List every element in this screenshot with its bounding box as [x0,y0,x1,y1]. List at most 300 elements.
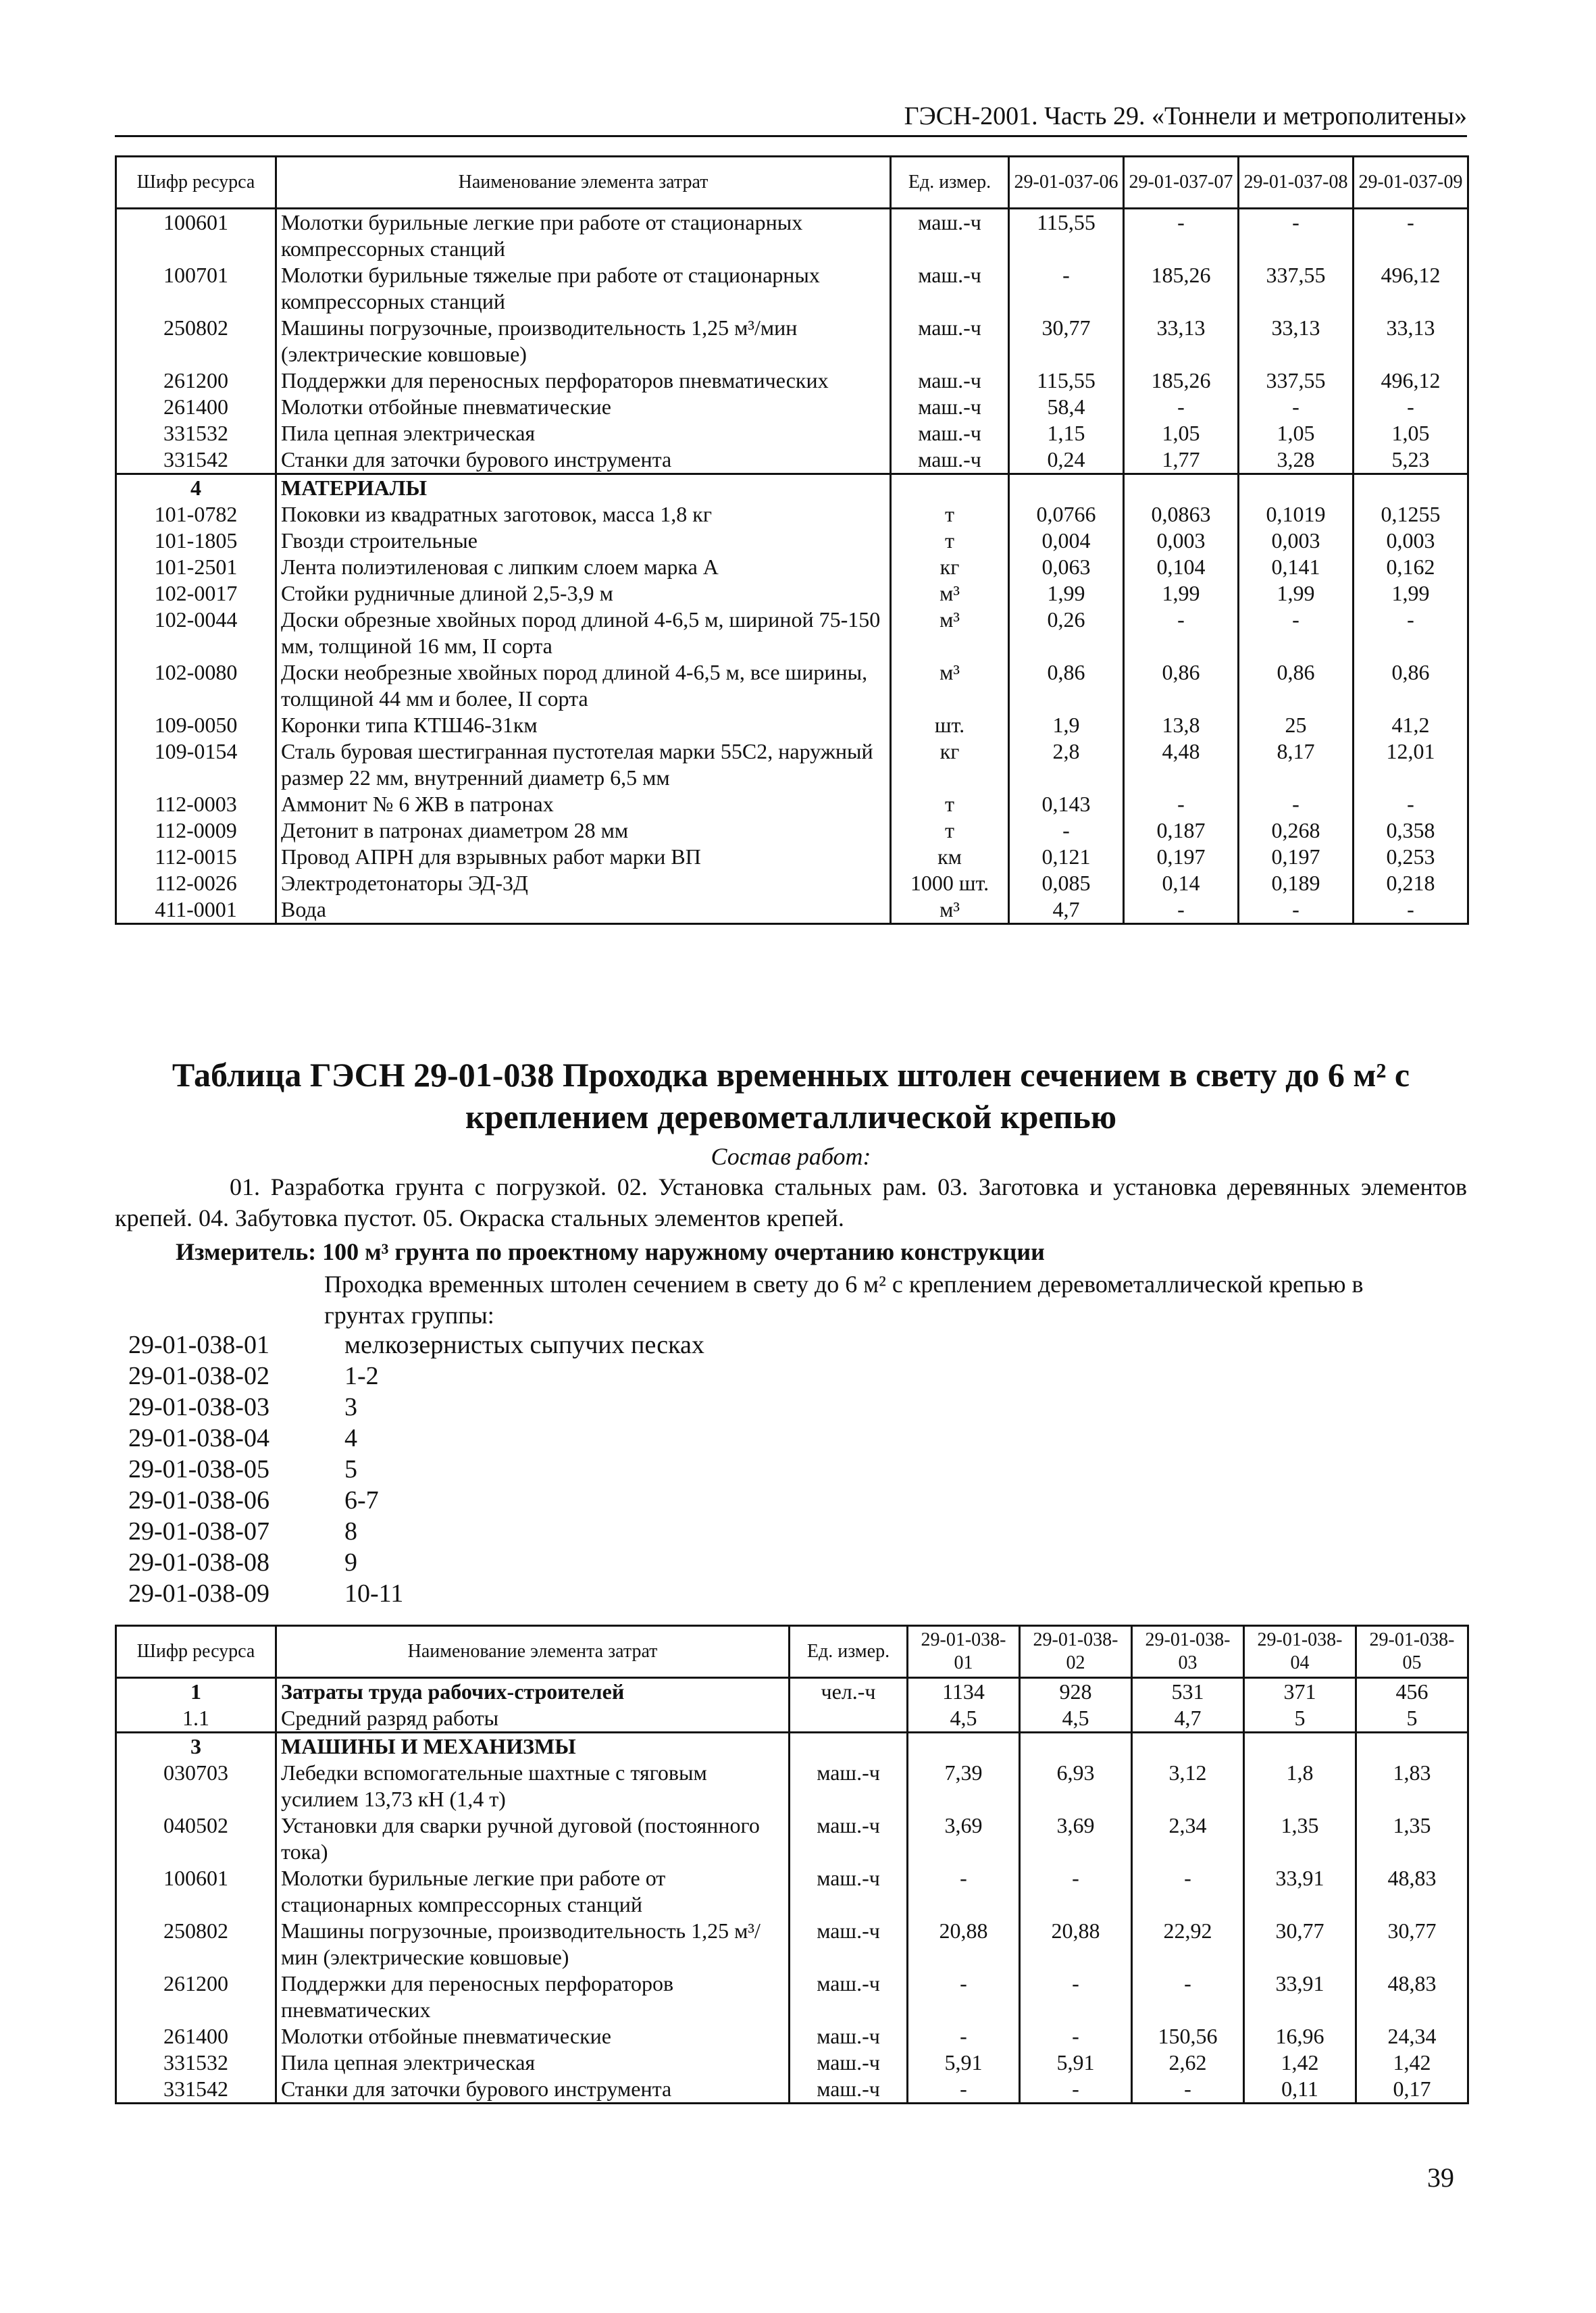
value-cell: 115,55 [1009,367,1124,394]
value-cell [1356,1733,1468,1760]
value-cell: 3,28 [1239,447,1354,474]
table-header-row [116,157,1468,209]
resource-code: 030703 [116,1760,276,1812]
value-cell: 33,13 [1354,315,1468,367]
unit-cell: кг [891,554,1009,580]
unit-cell: м³ [891,607,1009,659]
value-cell: - [1124,394,1239,420]
value-cell [1124,474,1239,502]
resource-code: 250802 [116,315,276,367]
value-cell: 0,253 [1354,844,1468,870]
soil-group-text: 10-11 [344,1579,404,1608]
resource-code: 100601 [116,209,276,263]
value-cell: 0,268 [1239,817,1354,844]
value-cell: 0,1019 [1239,501,1354,528]
cost-element-name: Установки для сварки ручной дуговой (постоянного тока) [276,1812,790,1865]
table-row [116,738,1468,791]
unit-cell: т [891,501,1009,528]
header-cost-element: Наименование элемента затрат [276,157,891,209]
value-cell: 1,77 [1124,447,1239,474]
value-cell: 0,141 [1239,554,1354,580]
table-row [116,659,1468,712]
header-unit: Ед. измер. [891,157,1009,209]
value-cell [908,1733,1020,1760]
value-cell: - [1132,1865,1244,1918]
value-cell: 0,187 [1124,817,1239,844]
resource-code: 261200 [116,1971,276,2023]
value-cell: 30,77 [1009,315,1124,367]
unit-cell: маш.-ч [790,2076,908,2104]
cost-element-name: Затраты труда рабочих-строителей [276,1678,790,1706]
unit-cell [790,1705,908,1733]
value-cell: 3,69 [1020,1812,1132,1865]
unit-cell: м³ [891,580,1009,607]
value-cell: 48,83 [1356,1971,1468,2023]
value-cell: 0,26 [1009,607,1124,659]
value-cell: 2,34 [1132,1812,1244,1865]
value-cell: 0,104 [1124,554,1239,580]
value-cell: 0,003 [1239,528,1354,554]
resource-code: 331532 [116,2050,276,2076]
soil-group-code: 29-01-038-06 [128,1486,269,1515]
resource-code: 261400 [116,394,276,420]
soil-group-item [128,1329,704,1361]
value-cell: 371 [1244,1678,1356,1706]
soil-group-item [128,1392,704,1423]
value-cell: 5,91 [908,2050,1020,2076]
unit-cell: т [891,528,1009,554]
cost-element-name: Молотки бурильные тяжелые при работе от стационарных компрессорных станций [276,262,891,315]
cost-element-name: Лебедки вспомогательные шахтные с тяговым усилием 13,73 кН (1,4 т) [276,1760,790,1812]
value-cell: 337,55 [1239,262,1354,315]
table-row [116,870,1468,896]
value-cell: - [1239,607,1354,659]
works-description: 01. Разработка грунта с погрузкой. 02. Установка стальных рам. 03. Заготовка и установка деревянных элементов крепей. 04. Забутовка пустот. 05. Окраска стальных элементов крепей. [115,1173,1467,1231]
soil-group-code: 29-01-038-08 [128,1548,269,1577]
header-norm-code: 29-01-037-09 [1354,157,1468,209]
value-cell: 4,48 [1124,738,1239,791]
unit-cell: км [891,844,1009,870]
resource-code: 250802 [116,1918,276,1971]
resource-code: 331542 [116,2076,276,2104]
cost-element-name: Доски необрезные хвойных пород длиной 4-6,5 м, все ширины, толщиной 44 мм и более, II сорта [276,659,891,712]
table-row [116,817,1468,844]
table-row [116,1678,1468,1706]
table-row [116,394,1468,420]
soil-group-item [128,1361,704,1392]
cost-element-name: Вода [276,896,891,924]
value-cell: 22,92 [1132,1918,1244,1971]
table-header-row [116,1626,1468,1678]
soil-group-item [128,1423,704,1454]
soil-group-item [128,1547,704,1578]
value-cell: 0,162 [1354,554,1468,580]
unit-cell: маш.-ч [790,2050,908,2076]
value-cell: 48,83 [1356,1865,1468,1918]
value-cell: - [1354,607,1468,659]
value-cell: - [1354,896,1468,924]
value-cell: 1,35 [1356,1812,1468,1865]
value-cell: 33,13 [1124,315,1239,367]
cost-element-name: Сталь буровая шестигранная пустотелая марки 55С2, наружный размер 22 мм, внутренний диаметр 6,5 мм [276,738,891,791]
unit-cell: 1000 шт. [891,870,1009,896]
value-cell: 1,99 [1124,580,1239,607]
value-cell: - [1020,1865,1132,1918]
table-row [116,528,1468,554]
cost-element-name: Средний разряд работы [276,1705,790,1733]
cost-element-name: Молотки бурильные легкие при работе от стационарных компрессорных станций [276,1865,790,1918]
cost-element-name: Стойки рудничные длиной 2,5-3,9 м [276,580,891,607]
value-cell: 1134 [908,1678,1020,1706]
unit-cell: маш.-ч [790,1971,908,2023]
value-cell [1354,474,1468,502]
soil-group-item [128,1578,704,1609]
value-cell [1009,474,1124,502]
value-cell: 0,003 [1354,528,1468,554]
resource-code: 112-0015 [116,844,276,870]
value-cell: 150,56 [1132,2023,1244,2050]
value-cell: - [1239,209,1354,263]
value-cell: 1,99 [1239,580,1354,607]
running-header: ГЭСН-2001. Часть 29. «Тоннели и метрополитены» [115,101,1467,137]
soil-group-text: 9 [344,1548,357,1577]
unit-cell: маш.-ч [790,1760,908,1812]
unit-cell: маш.-ч [891,394,1009,420]
soil-group-code: 29-01-038-07 [128,1517,269,1546]
soil-group-item [128,1454,704,1485]
value-cell: 2,8 [1009,738,1124,791]
value-cell: 33,91 [1244,1971,1356,2023]
value-cell: 33,91 [1244,1865,1356,1918]
value-cell: 0,189 [1239,870,1354,896]
resource-table-037 [115,155,1469,925]
value-cell: 0,358 [1354,817,1468,844]
header-unit: Ед. измер. [790,1626,908,1678]
value-cell: 0,143 [1009,791,1124,817]
resource-code: 101-2501 [116,554,276,580]
value-cell: 16,96 [1244,2023,1356,2050]
value-cell: 0,1255 [1354,501,1468,528]
unit-cell: м³ [891,896,1009,924]
value-cell: - [1132,1971,1244,2023]
table-row [116,367,1468,394]
table-row [116,1971,1468,2023]
cost-element-name: Доски обрезные хвойных пород длиной 4-6,5 м, шириной 75-150 мм, толщиной 16 мм, II сорта [276,607,891,659]
table-row [116,1733,1468,1760]
value-cell: 20,88 [908,1918,1020,1971]
table-row [116,2023,1468,2050]
table-row [116,1865,1468,1918]
value-cell: 496,12 [1354,367,1468,394]
value-cell: 0,0863 [1124,501,1239,528]
table-row [116,209,1468,263]
resource-code: 102-0044 [116,607,276,659]
resource-code: 331542 [116,447,276,474]
value-cell: 30,77 [1244,1918,1356,1971]
value-cell: 1,9 [1009,712,1124,738]
soil-group-text: 3 [344,1393,357,1421]
resource-code: 261400 [116,2023,276,2050]
value-cell: 0,085 [1009,870,1124,896]
value-cell: - [1124,791,1239,817]
page-number: 39 [1427,2162,1454,2193]
soil-group-item [128,1485,704,1516]
unit-cell: т [891,791,1009,817]
resource-code: 411-0001 [116,896,276,924]
value-cell: 115,55 [1009,209,1124,263]
value-cell: 7,39 [908,1760,1020,1812]
unit-cell [891,474,1009,502]
soil-group-item [128,1516,704,1547]
value-cell: 0,121 [1009,844,1124,870]
header-norm-code: 29-01-038-02 [1020,1626,1132,1678]
value-cell: 3,12 [1132,1760,1244,1812]
value-cell: 0,86 [1354,659,1468,712]
value-cell: 5 [1356,1705,1468,1733]
cost-element-name: Молотки отбойные пневматические [276,394,891,420]
unit-cell: т [891,817,1009,844]
soil-group-code: 29-01-038-05 [128,1455,269,1483]
soil-group-text: 5 [344,1455,357,1483]
value-cell: 0,218 [1354,870,1468,896]
value-cell: - [908,2023,1020,2050]
unit-cell: маш.-ч [790,1918,908,1971]
value-cell: 2,62 [1132,2050,1244,2076]
value-cell: 12,01 [1354,738,1468,791]
table-title: Таблица ГЭСН 29-01-038 Проходка временных штолен сечением в свету до 6 м² с креплением деревометаллической крепью [172,1056,1410,1136]
table-row [116,1812,1468,1865]
soil-groups-list [128,1329,704,1609]
value-cell: 0,197 [1239,844,1354,870]
value-cell: 1,15 [1009,420,1124,447]
value-cell: 5,23 [1354,447,1468,474]
resource-code: 1 [116,1678,276,1706]
value-cell: 496,12 [1354,262,1468,315]
value-cell: - [1124,607,1239,659]
cost-element-name: Гвозди строительные [276,528,891,554]
table-row [116,1760,1468,1812]
value-cell: - [1020,2076,1132,2104]
resource-code: 102-0017 [116,580,276,607]
cost-element-name: МАШИНЫ И МЕХАНИЗМЫ [276,1733,790,1760]
value-cell: - [1132,2076,1244,2104]
value-cell: 0,17 [1356,2076,1468,2104]
value-cell: - [908,2076,1020,2104]
unit-cell [790,1733,908,1760]
value-cell: 928 [1020,1678,1132,1706]
resource-code: 1.1 [116,1705,276,1733]
value-cell: - [1354,394,1468,420]
table-row [116,420,1468,447]
soil-group-code: 29-01-038-03 [128,1393,269,1421]
unit-cell: м³ [891,659,1009,712]
soil-group-text: 8 [344,1517,357,1546]
header-norm-code: 29-01-038-01 [908,1626,1020,1678]
unit-cell: маш.-ч [891,262,1009,315]
groups-intro: Проходка временных штолен сечением в свету до 6 м² с креплением деревометаллической крепью в грунтах группы: [324,1271,1364,1329]
header-norm-code: 29-01-037-06 [1009,157,1124,209]
value-cell: 0,197 [1124,844,1239,870]
value-cell: 1,42 [1356,2050,1468,2076]
resource-code: 100701 [116,262,276,315]
value-cell: 1,05 [1239,420,1354,447]
value-cell: 0,14 [1124,870,1239,896]
soil-group-text: мелкозернистых сыпучих песках [344,1331,704,1359]
value-cell: 531 [1132,1678,1244,1706]
value-cell: 4,5 [1020,1705,1132,1733]
value-cell: 0,86 [1009,659,1124,712]
table-row [116,844,1468,870]
resource-code: 101-0782 [116,501,276,528]
value-cell: 1,05 [1124,420,1239,447]
resource-code: 109-0050 [116,712,276,738]
table-row [116,501,1468,528]
cost-element-name: МАТЕРИАЛЫ [276,474,891,502]
table-row [116,607,1468,659]
value-cell: 0,0766 [1009,501,1124,528]
resource-code: 112-0003 [116,791,276,817]
value-cell: - [908,1971,1020,2023]
value-cell: 8,17 [1239,738,1354,791]
table-row [116,896,1468,924]
resource-code: 040502 [116,1812,276,1865]
cost-element-name: Пила цепная электрическая [276,2050,790,2076]
meter-line: Измеритель: 100 м³ грунта по проектному наружному очертанию конструкции [176,1238,1045,1265]
value-cell: - [908,1865,1020,1918]
cost-element-name: Станки для заточки бурового инструмента [276,2076,790,2104]
value-cell: 4,7 [1009,896,1124,924]
header-cost-element: Наименование элемента затрат [276,1626,790,1678]
soil-group-text: 4 [344,1424,357,1452]
value-cell: - [1354,791,1468,817]
table-row [116,262,1468,315]
value-cell: 25 [1239,712,1354,738]
unit-cell: маш.-ч [891,447,1009,474]
value-cell: 4,5 [908,1705,1020,1733]
table-row [116,1918,1468,1971]
value-cell: - [1124,209,1239,263]
value-cell: 13,8 [1124,712,1239,738]
header-norm-code: 29-01-037-07 [1124,157,1239,209]
resource-code: 3 [116,1733,276,1760]
value-cell: 185,26 [1124,262,1239,315]
value-cell: - [1020,2023,1132,2050]
value-cell: - [1124,896,1239,924]
value-cell [1239,474,1354,502]
value-cell: 4,7 [1132,1705,1244,1733]
cost-element-name: Молотки бурильные легкие при работе от стационарных компрессорных станций [276,209,891,263]
unit-cell: шт. [891,712,1009,738]
works-heading: Состав работ: [711,1143,871,1170]
value-cell: - [1239,791,1354,817]
value-cell: 1,35 [1244,1812,1356,1865]
cost-element-name: Детонит в патронах диаметром 28 мм [276,817,891,844]
header-norm-code: 29-01-038-05 [1356,1626,1468,1678]
value-cell: 0,003 [1124,528,1239,554]
value-cell: - [1020,1971,1132,2023]
header-norm-code: 29-01-038-04 [1244,1626,1356,1678]
unit-cell: маш.-ч [891,315,1009,367]
value-cell: 20,88 [1020,1918,1132,1971]
resource-code: 4 [116,474,276,502]
table-row [116,447,1468,474]
resource-table-038 [115,1625,1469,2104]
cost-element-name: Машины погрузочные, производительность 1,25 м³/мин (электрические ковшовые) [276,315,891,367]
unit-cell: маш.-ч [790,1812,908,1865]
table-row [116,712,1468,738]
value-cell: 1,83 [1356,1760,1468,1812]
cost-element-name: Электродетонаторы ЭД-3Д [276,870,891,896]
value-cell: 41,2 [1354,712,1468,738]
unit-cell: чел.-ч [790,1678,908,1706]
value-cell: 33,13 [1239,315,1354,367]
cost-element-name: Поддержки для переносных перфораторов пневматических [276,1971,790,2023]
value-cell: 337,55 [1239,367,1354,394]
resource-code: 331532 [116,420,276,447]
soil-group-text: 6-7 [344,1486,379,1515]
table-row [116,2050,1468,2076]
table-row [116,580,1468,607]
cost-element-name: Аммонит № 6 ЖВ в патронах [276,791,891,817]
value-cell [1020,1733,1132,1760]
value-cell: 1,99 [1354,580,1468,607]
value-cell: 3,69 [908,1812,1020,1865]
soil-group-code: 29-01-038-02 [128,1362,269,1390]
value-cell: 1,8 [1244,1760,1356,1812]
resource-code: 112-0009 [116,817,276,844]
cost-element-name: Машины погрузочные, производительность 1,25 м³/мин (электрические ковшовые) [276,1918,790,1971]
value-cell: - [1239,394,1354,420]
value-cell [1244,1733,1356,1760]
unit-cell: кг [891,738,1009,791]
unit-cell: маш.-ч [891,209,1009,263]
table-row [116,1705,1468,1733]
value-cell: 24,34 [1356,2023,1468,2050]
cost-element-name: Провод АПРН для взрывных работ марки ВП [276,844,891,870]
soil-group-code: 29-01-038-09 [128,1579,269,1608]
cost-element-name: Станки для заточки бурового инструмента [276,447,891,474]
value-cell: 0,11 [1244,2076,1356,2104]
resource-code: 102-0080 [116,659,276,712]
unit-cell: маш.-ч [891,367,1009,394]
value-cell: 0,063 [1009,554,1124,580]
table-row [116,791,1468,817]
value-cell: - [1354,209,1468,263]
resource-code: 101-1805 [116,528,276,554]
table-row [116,2076,1468,2104]
resource-code: 112-0026 [116,870,276,896]
value-cell: - [1009,817,1124,844]
soil-group-code: 29-01-038-04 [128,1424,269,1452]
cost-element-name: Поковки из квадратных заготовок, масса 1,8 кг [276,501,891,528]
header-norm-code: 29-01-037-08 [1239,157,1354,209]
value-cell: 456 [1356,1678,1468,1706]
table-row [116,474,1468,502]
table-row [116,554,1468,580]
unit-cell: маш.-ч [790,2023,908,2050]
resource-code: 109-0154 [116,738,276,791]
value-cell: 58,4 [1009,394,1124,420]
resource-code: 100601 [116,1865,276,1918]
cost-element-name: Пила цепная электрическая [276,420,891,447]
value-cell: 1,42 [1244,2050,1356,2076]
value-cell: 5,91 [1020,2050,1132,2076]
cost-element-name: Лента полиэтиленовая с липким слоем марка А [276,554,891,580]
header-norm-code: 29-01-038-03 [1132,1626,1244,1678]
cost-element-name: Поддержки для переносных перфораторов пневматических [276,367,891,394]
value-cell: - [1239,896,1354,924]
value-cell: 185,26 [1124,367,1239,394]
